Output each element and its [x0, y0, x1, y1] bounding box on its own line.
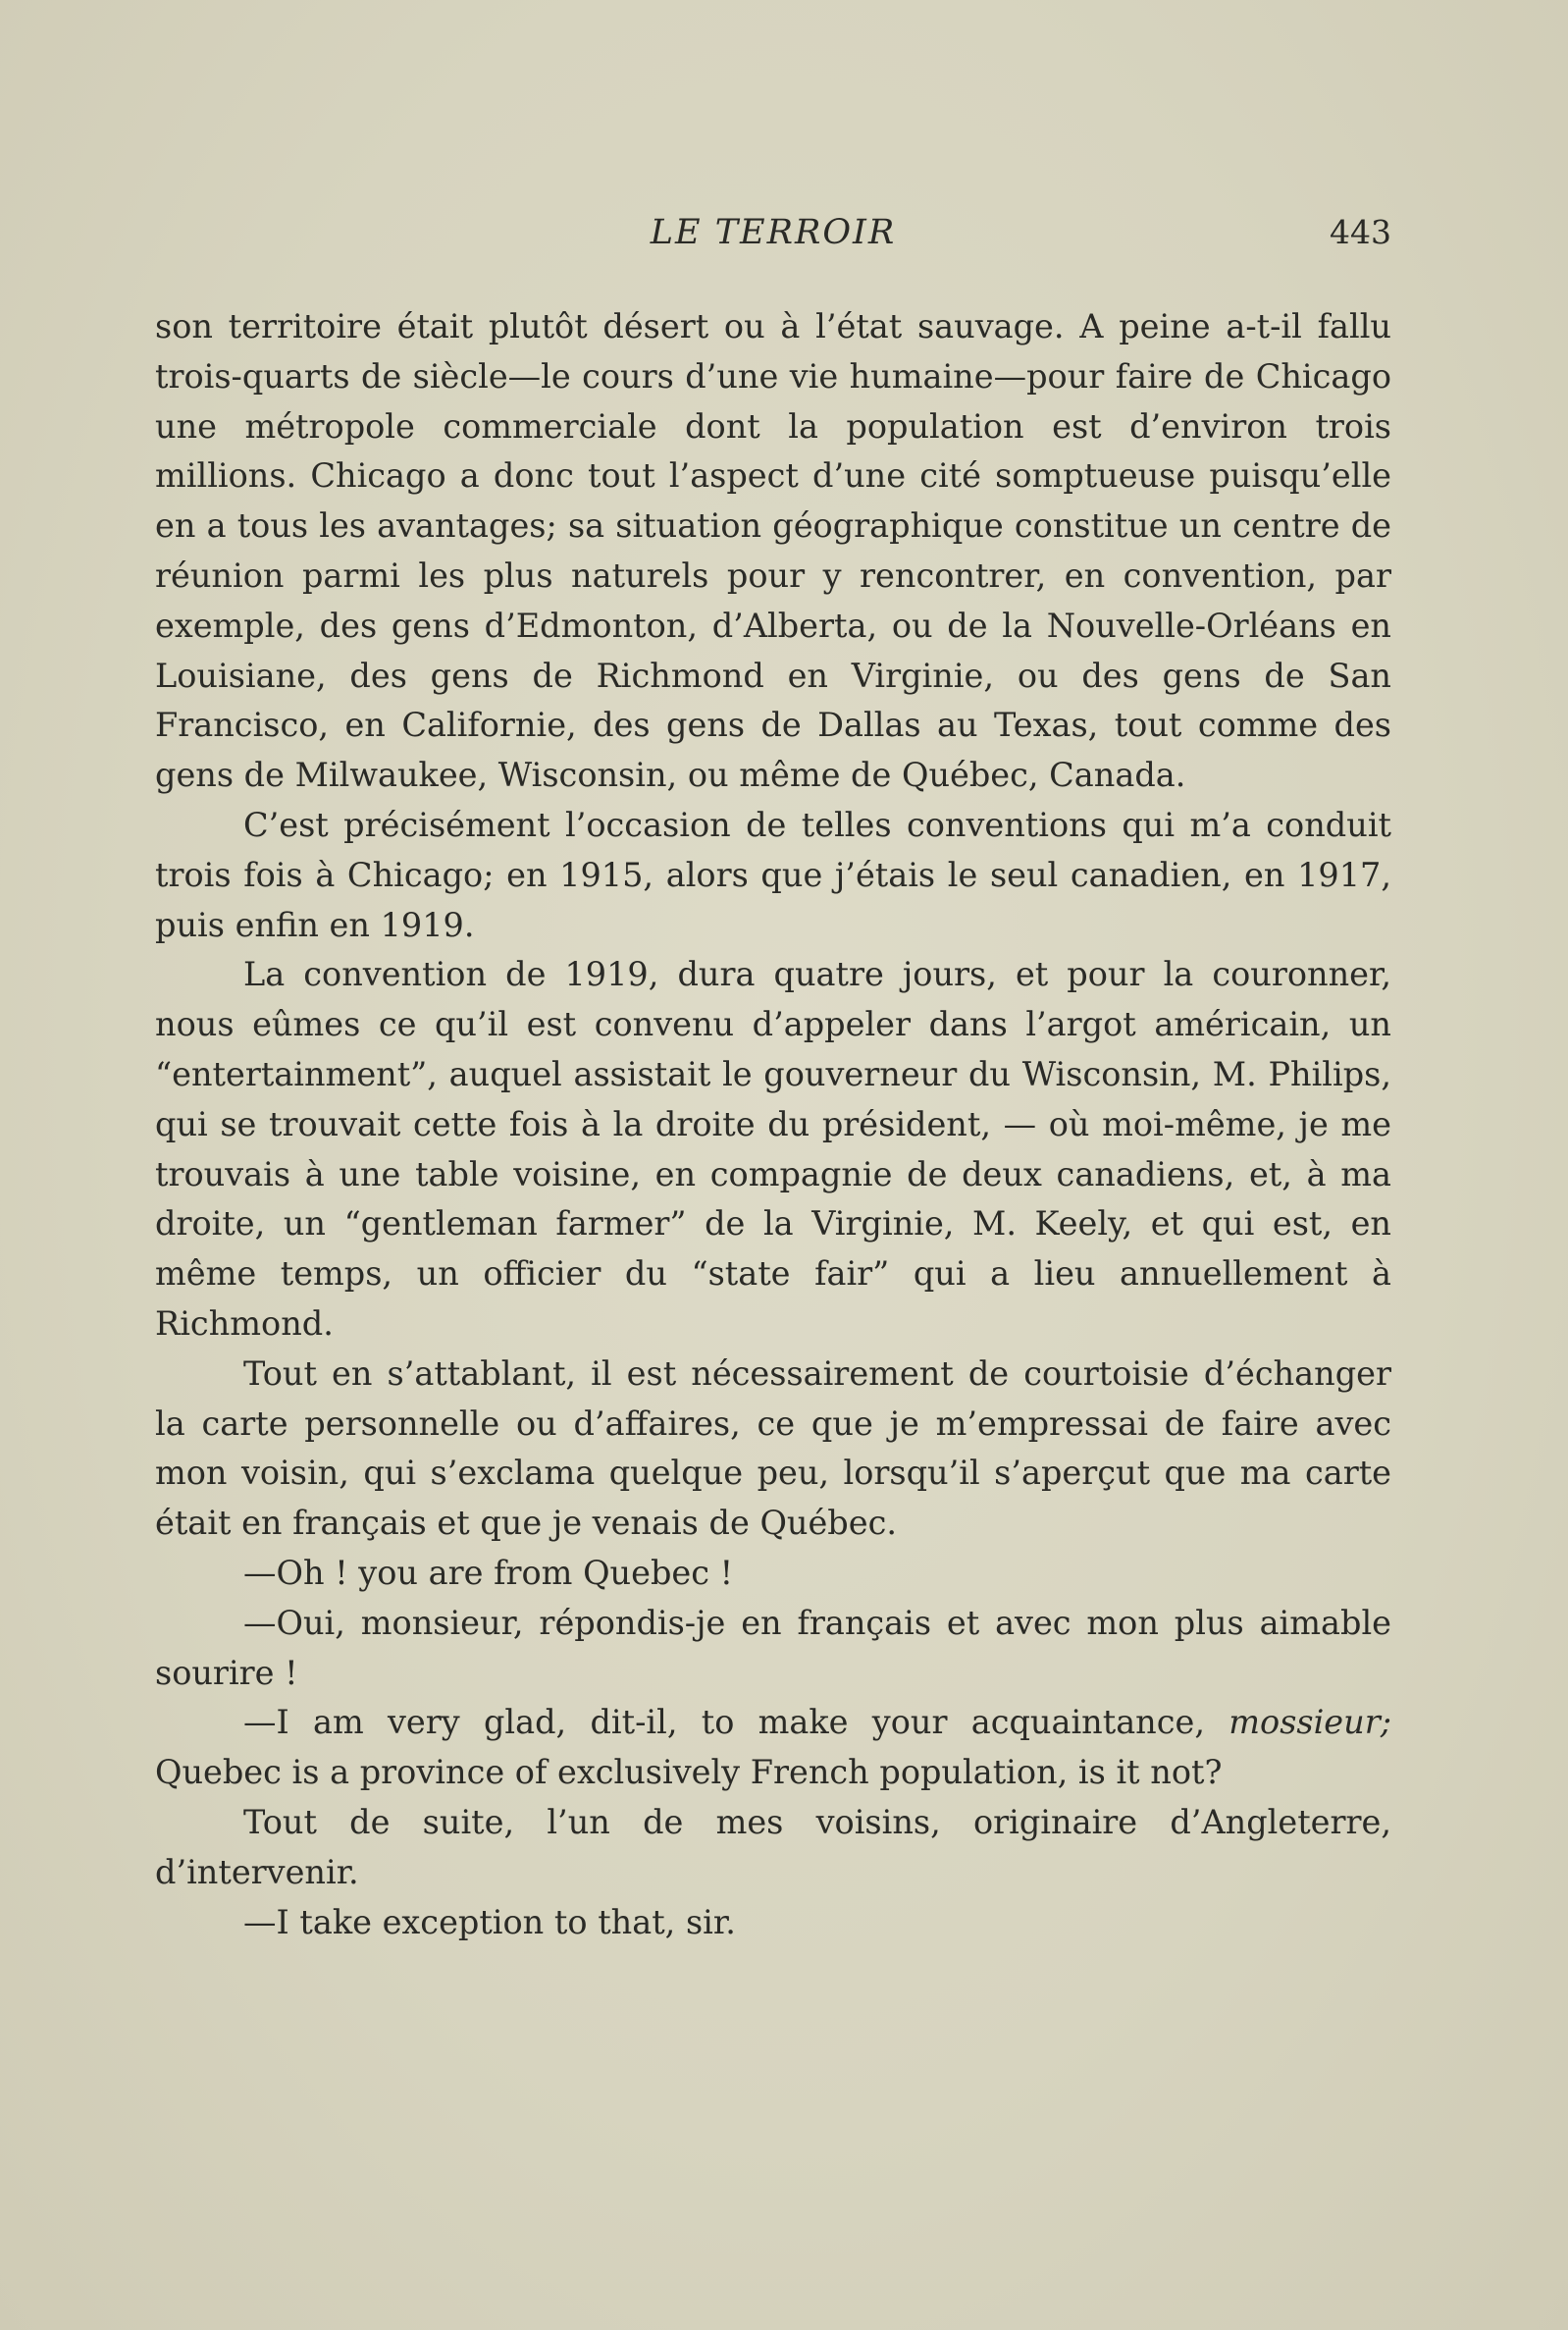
dialogue-oh: —Oh ! you are from Quebec !: [243, 1553, 734, 1592]
dialogue-exception: —I take exception to that, sir.: [243, 1902, 736, 1941]
page-number: 443: [1330, 213, 1391, 251]
paragraph-1: son territoire était plutôt désert ou à l’état sauvage. A peine a-t-il fallu trois-quarts de siècle—le cours d’une vie humaine—pour faire de Chicago une métropole commerciale dont la population est d’environ trois millions. Chicago a donc tout l’aspect d’une cité somptueuse puisqu’elle en a tous les avantages; sa situation géographique constitue un centre de réunion parmi les plus naturels pour y rencontrer, en convention, par exemple, des gens d’Edmonton, d’Alberta, ou de la Nouvelle-Orléans en Louisiane, des gens de Richmond en Virginie, ou des gens de San Francisco, en Californie, des gens de Dallas au Texas, tout comme des gens de Milwaukee, Wisconsin, ou même de Québec, Canada.: [155, 307, 1391, 795]
dialogue-glad-end: Quebec is a province of exclusively French population, is it not?: [155, 1753, 1223, 1792]
dialogue-glad: [155, 1698, 1391, 1798]
dialogue-glad-start: —I am very glad, dit-il, to make your acquaintance,: [243, 1703, 1229, 1742]
paragraph-3: La convention de 1919, dura quatre jours, et pour la couronner, nous eûmes ce qu’il est convenu d’appeler dans l’argot américain, un “entertainment”, auquel assistait le gouverneur du Wisconsin, M. Philips, qui se trouvait cette fois à la droite du président, — où moi-même, je me trouvais à une table voisine, en compagnie de deux canadiens, et, à ma droite, un “gentleman farmer” de la Virginie, M. Keely, et qui est, en même temps, un officier du “state fair” qui a lieu annuellement à Richmond.: [155, 955, 1391, 1343]
paragraph-2: C’est précisément l’occasion de telles conventions qui m’a conduit trois fois à Chicago; en 1915, alors que j’étais le seul canadien, en 1917, puis enfin en 1919.: [155, 805, 1391, 944]
dialogue-glad-italic: mossieur;: [1228, 1703, 1391, 1742]
page-header: [155, 208, 1391, 257]
paragraph-tout-de-suite: Tout de suite, l’un de mes voisins, originaire d’Angleterre, d’intervenir.: [155, 1802, 1391, 1891]
body-text: [155, 302, 1391, 1947]
paragraph-4: Tout en s’attablant, il est nécessairement de courtoisie d’échanger la carte personnelle ou d’affaires, ce que je m’empressai de faire avec mon voisin, qui s’exclama quelque peu, lorsqu’il s’aperçut que ma carte était en français et que je venais de Québec.: [155, 1353, 1391, 1543]
running-title: LE TERROIR: [650, 213, 897, 252]
dialogue-oui: —Oui, monsieur, répondis-je en français et avec mon plus aimable sourire !: [155, 1603, 1391, 1692]
